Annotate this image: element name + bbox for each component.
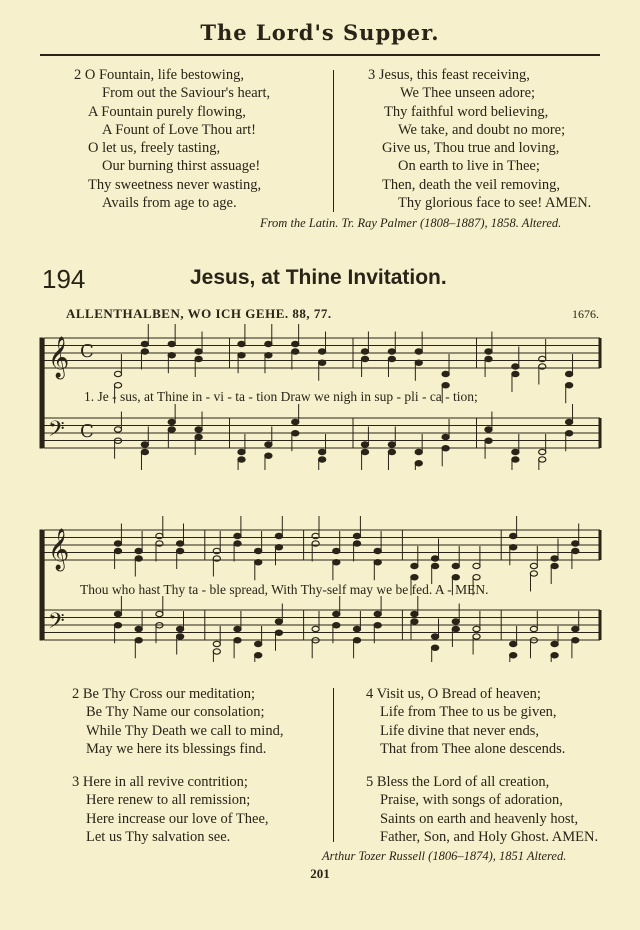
note-head xyxy=(265,341,272,346)
verse-4 xyxy=(366,685,565,758)
note-head xyxy=(195,434,202,439)
note-head xyxy=(485,438,492,443)
note-head xyxy=(292,419,299,424)
hymn-number: 194 xyxy=(42,264,86,294)
note-head xyxy=(411,563,418,568)
verse-line: 3 Here in all revive contrition; xyxy=(72,774,248,790)
verse-line: 3 Jesus, this feast receiving, xyxy=(368,67,530,83)
note-head xyxy=(333,623,340,628)
note-head xyxy=(510,545,517,550)
note-head xyxy=(177,626,184,631)
note-head xyxy=(452,619,459,624)
verse-3 xyxy=(72,773,269,846)
note-head xyxy=(572,541,579,546)
verse-line: 5 Bless the Lord of all creation, xyxy=(366,774,550,790)
bass-clef-icon: 𝄢 xyxy=(48,417,65,447)
column-divider xyxy=(333,688,334,842)
verse-2 xyxy=(72,685,283,758)
bass-clef-icon: 𝄢 xyxy=(48,609,65,639)
lyrics-line-2: Thou who hast Thy ta - ble spread, With Thy-self may we be fed. A - MEN. xyxy=(80,582,489,597)
note-head xyxy=(510,533,517,538)
note-head xyxy=(411,575,418,580)
note-head xyxy=(195,427,202,432)
tune-year: 1676. xyxy=(572,307,599,321)
note-head xyxy=(135,626,142,631)
verse-line: 2 O Fountain, life bestowing, xyxy=(74,67,244,83)
note-head xyxy=(374,548,381,553)
note-head xyxy=(156,611,163,616)
note-head xyxy=(353,626,360,631)
verse-line: Give us, Thou true and loving, xyxy=(382,140,560,157)
note-head xyxy=(415,360,422,365)
hymn-attribution: Arthur Tozer Russell (1806–1874), 1851 Altered. xyxy=(322,849,567,863)
note-head xyxy=(442,446,449,451)
note-head xyxy=(114,611,121,616)
hymn-title: Jesus, at Thine Invitation. xyxy=(190,266,447,289)
note-head xyxy=(135,556,142,561)
note-head xyxy=(353,533,360,538)
note-head xyxy=(114,548,121,553)
page-header-title: The Lord's Supper. xyxy=(200,20,440,45)
note-head xyxy=(388,356,395,361)
note-head xyxy=(361,449,368,454)
note-head xyxy=(238,341,245,346)
note-head xyxy=(333,548,340,553)
note-head xyxy=(234,626,241,631)
note-head xyxy=(292,341,299,346)
note-head xyxy=(512,449,519,454)
note-head xyxy=(473,626,480,631)
verse-line: Let us Thy salvation see. xyxy=(86,828,231,845)
verse-line: From out the Saviour's heart, xyxy=(102,85,271,102)
note-head xyxy=(572,626,579,631)
note-head xyxy=(275,533,282,538)
note-head xyxy=(292,431,299,436)
prev-attribution: From the Latin. Tr. Ray Palmer (1808–1887), 1858. Altered. xyxy=(260,216,562,230)
verse-line: Here renew to all remission; xyxy=(86,792,251,809)
verse-line: Saints on earth and heavenly host, xyxy=(380,810,579,827)
verse-line: That from Thee alone descends. xyxy=(380,740,566,757)
treble-clef-icon: 𝄞 xyxy=(48,337,70,378)
note-head xyxy=(255,653,262,658)
note-head xyxy=(333,611,340,616)
note-head xyxy=(213,649,220,654)
note-head xyxy=(415,449,422,454)
verse-line: Avails from age to age. xyxy=(102,195,237,212)
note-head xyxy=(388,449,395,454)
note-head xyxy=(177,548,184,553)
note-head xyxy=(530,563,537,568)
note-head xyxy=(551,563,558,568)
note-head xyxy=(361,356,368,361)
verse-line: Life from Thee to us be given, xyxy=(380,704,557,721)
note-head xyxy=(195,356,202,361)
note-head xyxy=(333,560,340,565)
note-head xyxy=(411,611,418,616)
note-head xyxy=(168,427,175,432)
lyrics-line-1: 1. Je - sus, at Thine in - vi - ta - tion Draw we nigh in sup - pli - ca - tion; xyxy=(84,389,478,404)
note-head xyxy=(512,371,519,376)
note-head xyxy=(238,353,245,358)
verse-line: Be Thy Name our consolation; xyxy=(86,704,265,721)
note-head xyxy=(388,349,395,354)
verse-line: 4 Visit us, O Bread of heaven; xyxy=(366,686,541,702)
note-head xyxy=(319,457,326,462)
note-head xyxy=(353,638,360,643)
note-head xyxy=(141,349,148,354)
note-head xyxy=(452,563,459,568)
note-head xyxy=(114,623,121,628)
note-head xyxy=(319,449,326,454)
verse-line: Here increase our love of Thee, xyxy=(86,810,269,827)
note-head xyxy=(388,442,395,447)
header-rule xyxy=(40,54,600,56)
verse-line: Our burning thirst assuage! xyxy=(102,158,261,175)
note-head xyxy=(361,349,368,354)
verse-line: O let us, freely tasting, xyxy=(88,140,221,157)
verse-line: Then, death the veil removing, xyxy=(382,176,560,193)
note-head xyxy=(551,556,558,561)
note-head xyxy=(551,641,558,646)
note-head xyxy=(452,626,459,631)
verse-line: Praise, with songs of adoration, xyxy=(380,792,563,809)
note-head xyxy=(265,353,272,358)
note-head xyxy=(114,541,121,546)
treble-clef-icon: 𝄞 xyxy=(48,529,70,570)
note-head xyxy=(234,541,241,546)
verse-line: May we here its blessings find. xyxy=(86,740,267,757)
note-head xyxy=(566,419,573,424)
note-head xyxy=(141,341,148,346)
page-number: 201 xyxy=(310,866,330,881)
note-head xyxy=(551,653,558,658)
verse-5 xyxy=(366,773,598,846)
verse-line: Thy sweetness never wasting, xyxy=(88,176,262,193)
note-head xyxy=(473,563,480,568)
system-bracket xyxy=(40,530,43,640)
note-head xyxy=(512,364,519,369)
note-head xyxy=(572,548,579,553)
note-head xyxy=(411,619,418,624)
common-time-icon: C xyxy=(80,341,94,362)
note-head xyxy=(539,449,546,454)
note-head xyxy=(275,630,282,635)
note-head xyxy=(319,349,326,354)
verse-line: A Fountain purely flowing, xyxy=(88,103,246,120)
tune-name: ALLENTHALBEN, WO ICH GEHE. 88, 77. xyxy=(66,306,332,321)
verse-line: Thy faithful word believing, xyxy=(384,103,549,120)
system-bracket xyxy=(40,338,43,448)
note-head xyxy=(255,548,262,553)
prev-verse-2 xyxy=(74,66,270,212)
note-head xyxy=(195,349,202,354)
note-head xyxy=(374,611,381,616)
note-head xyxy=(432,645,439,650)
verse-line: Father, Son, and Holy Ghost. AMEN. xyxy=(380,828,599,845)
note-head xyxy=(265,453,272,458)
note-head xyxy=(572,638,579,643)
note-head xyxy=(510,653,517,658)
note-head xyxy=(374,623,381,628)
note-head xyxy=(415,461,422,466)
note-head xyxy=(485,349,492,354)
note-head xyxy=(265,442,272,447)
note-head xyxy=(374,560,381,565)
note-head xyxy=(530,571,537,576)
note-head xyxy=(510,641,517,646)
note-head xyxy=(512,457,519,462)
verse-line: A Fount of Love Thou art! xyxy=(102,121,256,138)
note-head xyxy=(319,360,326,365)
note-head xyxy=(213,641,220,646)
note-head xyxy=(234,638,241,643)
note-head xyxy=(177,541,184,546)
note-head xyxy=(361,442,368,447)
note-head xyxy=(452,575,459,580)
verse-line: Thy glorious face to see! AMEN. xyxy=(398,195,592,212)
note-head xyxy=(135,548,142,553)
note-head xyxy=(566,371,573,376)
note-head xyxy=(255,641,262,646)
note-head xyxy=(432,556,439,561)
note-head xyxy=(114,383,121,388)
note-head xyxy=(530,626,537,631)
verse-line: We take, and doubt no more; xyxy=(398,121,566,138)
note-head xyxy=(539,457,546,462)
note-head xyxy=(238,449,245,454)
note-head xyxy=(353,541,360,546)
note-head xyxy=(473,575,480,580)
note-head xyxy=(485,356,492,361)
note-head xyxy=(114,427,121,432)
verse-line: On earth to live in Thee; xyxy=(398,158,540,175)
note-head xyxy=(255,560,262,565)
note-head xyxy=(275,545,282,550)
note-head xyxy=(485,427,492,432)
note-head xyxy=(432,563,439,568)
verse-line: While Thy Death we call to mind, xyxy=(86,722,284,739)
note-head xyxy=(312,626,319,631)
note-head xyxy=(141,442,148,447)
note-head xyxy=(442,371,449,376)
note-head xyxy=(415,349,422,354)
column-divider xyxy=(333,70,334,212)
note-head xyxy=(168,419,175,424)
verse-line: 2 Be Thy Cross our meditation; xyxy=(72,686,255,702)
note-head xyxy=(473,634,480,639)
note-head xyxy=(442,434,449,439)
note-head xyxy=(432,634,439,639)
note-head xyxy=(168,353,175,358)
note-head xyxy=(135,638,142,643)
note-head xyxy=(238,457,245,462)
note-head xyxy=(566,383,573,388)
verse-line: We Thee unseen adore; xyxy=(400,85,536,102)
note-head xyxy=(168,341,175,346)
note-head xyxy=(275,619,282,624)
note-head xyxy=(234,533,241,538)
note-head xyxy=(442,383,449,388)
note-head xyxy=(566,431,573,436)
common-time-icon: C xyxy=(80,421,94,442)
verse-line: Life divine that never ends, xyxy=(380,722,540,739)
note-head xyxy=(177,634,184,639)
note-head xyxy=(292,349,299,354)
note-head xyxy=(141,449,148,454)
note-head xyxy=(114,371,121,376)
prev-verse-3 xyxy=(368,66,591,212)
